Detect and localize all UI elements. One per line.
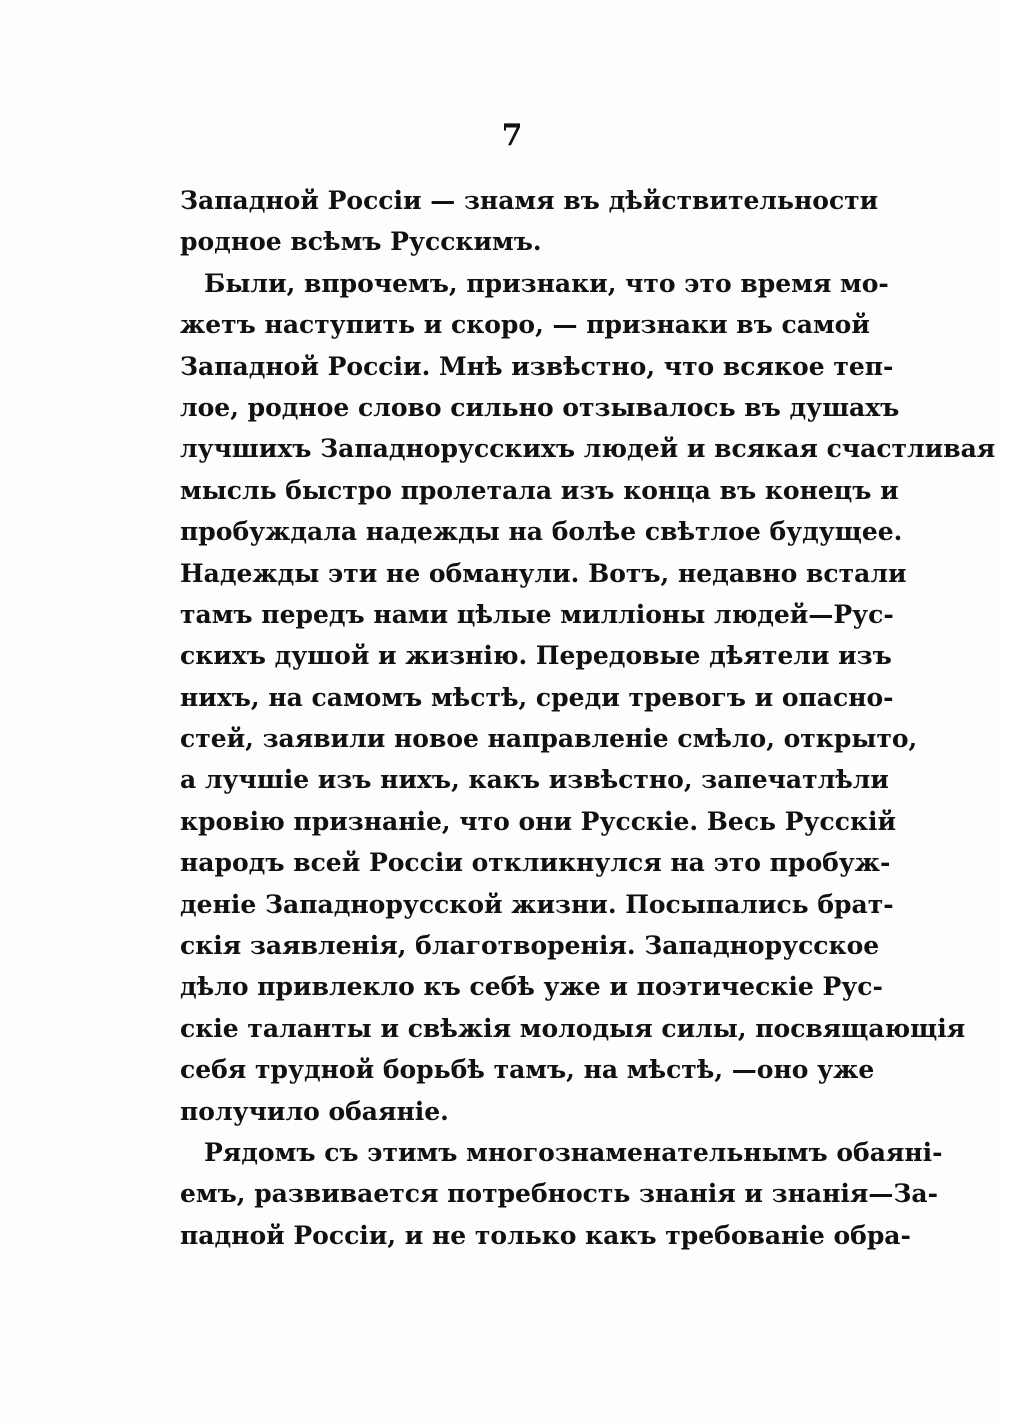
text-line: Западной Россіи — знамя въ дѣйствительности <box>180 186 879 215</box>
text-line: лое, родное слово сильно отзывалось въ душахъ <box>180 392 900 422</box>
body-text <box>180 180 996 1256</box>
text-line: падной Россіи, и не только какъ требованіе обра- <box>180 1220 911 1250</box>
text-line: лучшихъ Западнорусскихъ людей и всякая счастливая <box>180 434 996 464</box>
text-line: получило обаяніе. <box>180 1096 449 1126</box>
page-number: 7 <box>501 118 523 153</box>
text-line: себя трудной борьбѣ тамъ, на мѣстѣ, —оно уже <box>180 1055 875 1085</box>
text-line: родное всѣмъ Русскимъ. <box>180 227 542 257</box>
text-line: Западной Россіи. Мнѣ извѣстно, что всякое теп- <box>180 351 894 381</box>
text-line: мысль быстро пролетала изъ конца въ конецъ и <box>180 475 899 505</box>
text-line: скіе таланты и свѣжія молодыя силы, посвящающія <box>180 1013 966 1043</box>
text-line: нихъ, на самомъ мѣстѣ, среди тревогъ и опасно- <box>180 682 894 712</box>
text-line: тамъ передъ нами цѣлые милліоны людей—Рус- <box>180 599 894 629</box>
text-line: Надежды эти не обманули. Вотъ, недавно встали <box>180 558 907 588</box>
text-line: а лучшіе изъ нихъ, какъ извѣстно, запечатлѣли <box>180 765 889 795</box>
text-line: дѣло привлекло къ себѣ уже и поэтическіе Рус- <box>180 972 883 1002</box>
text-line: Рядомъ съ этимъ многознаменательнымъ обаяні- <box>204 1137 943 1167</box>
text-line: кровію признаніе, что они Русскіе. Весь Русскій <box>180 806 897 836</box>
text-line: скія заявленія, благотворенія. Западнорусское <box>180 931 880 961</box>
text-line: скихъ душой и жизнію. Передовые дѣятели изъ <box>180 641 892 671</box>
text-line: жетъ наступить и скоро, — признаки въ самой <box>180 310 870 340</box>
text-line: стей, заявили новое направленіе смѣло, открыто, <box>180 724 918 754</box>
text-line: Были, впрочемъ, признаки, что это время мо- <box>204 268 889 298</box>
text-line: деніе Западнорусской жизни. Посыпались брат- <box>180 889 894 919</box>
text-line: емъ, развивается потребность знанія и знанія—За- <box>180 1179 938 1209</box>
text-line: пробуждала надежды на болѣе свѣтлое будущее. <box>180 517 903 547</box>
text-line: народъ всей Россіи откликнулся на это пробуж- <box>180 848 891 878</box>
